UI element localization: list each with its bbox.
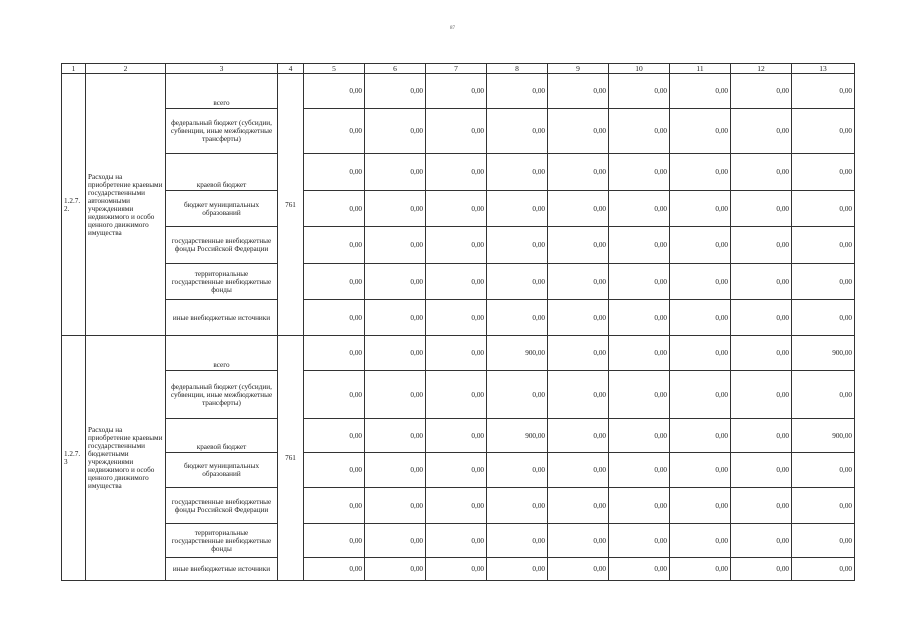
value-cell-col-6: 0,00 [365, 371, 426, 419]
value-cell-col-13: 0,00 [792, 488, 855, 524]
value-cell-col-7: 0,00 [426, 453, 487, 488]
value-cell-col-5: 0,00 [304, 488, 365, 524]
value-cell-col-12: 0,00 [731, 300, 792, 336]
value-cell-col-11: 0,00 [670, 371, 731, 419]
value-cell-col-7: 0,00 [426, 336, 487, 371]
value-cell-col-11: 0,00 [670, 227, 731, 264]
value-cell-col-7: 0,00 [426, 300, 487, 336]
value-cell-col-11: 0,00 [670, 191, 731, 227]
value-cell-col-12: 0,00 [731, 524, 792, 558]
value-cell-col-11: 0,00 [670, 453, 731, 488]
value-cell-col-9: 0,00 [548, 453, 609, 488]
value-cell-col-10: 0,00 [609, 419, 670, 453]
value-cell-col-5: 0,00 [304, 109, 365, 154]
value-cell-col-10: 0,00 [609, 524, 670, 558]
value-cell-col-5: 0,00 [304, 74, 365, 109]
table-row [62, 74, 855, 109]
value-cell-col-5: 0,00 [304, 264, 365, 300]
value-cell-col-5: 0,00 [304, 300, 365, 336]
value-cell-col-6: 0,00 [365, 300, 426, 336]
value-cell-col-12: 0,00 [731, 109, 792, 154]
funding-source: бюджет муниципальных образований [166, 453, 278, 488]
column-header-9: 9 [548, 64, 609, 74]
value-cell-col-7: 0,00 [426, 524, 487, 558]
value-cell-col-5: 0,00 [304, 419, 365, 453]
column-header-12: 12 [731, 64, 792, 74]
value-cell-col-10: 0,00 [609, 336, 670, 371]
value-cell-col-13: 900,00 [792, 336, 855, 371]
value-cell-col-8: 0,00 [487, 453, 548, 488]
value-cell-col-13: 0,00 [792, 109, 855, 154]
funding-source: иные внебюджетные источники [166, 300, 278, 336]
table-row [62, 453, 855, 488]
column-4-value: 761 [278, 336, 304, 581]
value-cell-col-11: 0,00 [670, 264, 731, 300]
value-cell-col-13: 0,00 [792, 558, 855, 581]
value-cell-col-5: 0,00 [304, 558, 365, 581]
value-cell-col-7: 0,00 [426, 371, 487, 419]
column-header-4: 4 [278, 64, 304, 74]
value-cell-col-5: 0,00 [304, 336, 365, 371]
funding-source: всего [166, 336, 278, 371]
table-row [62, 191, 855, 227]
value-cell-col-13: 0,00 [792, 154, 855, 191]
value-cell-col-9: 0,00 [548, 371, 609, 419]
value-cell-col-10: 0,00 [609, 300, 670, 336]
value-cell-col-6: 0,00 [365, 154, 426, 191]
table-row [62, 336, 855, 371]
value-cell-col-8: 0,00 [487, 558, 548, 581]
funding-source: федеральный бюджет (субсидии, субвенции, иные межбюджетные трансферты) [166, 109, 278, 154]
funding-source: краевой бюджет [166, 419, 278, 453]
table-row [62, 524, 855, 558]
value-cell-col-8: 0,00 [487, 264, 548, 300]
value-cell-col-5: 0,00 [304, 191, 365, 227]
value-cell-col-5: 0,00 [304, 524, 365, 558]
value-cell-col-9: 0,00 [548, 558, 609, 581]
table-row [62, 371, 855, 419]
value-cell-col-8: 0,00 [487, 74, 548, 109]
value-cell-col-10: 0,00 [609, 488, 670, 524]
item-description: Расходы на приобретение краевыми государственными автономными учреждениями недвижимого и особо ценного движимого имущества [86, 74, 166, 336]
value-cell-col-12: 0,00 [731, 371, 792, 419]
value-cell-col-7: 0,00 [426, 227, 487, 264]
value-cell-col-9: 0,00 [548, 524, 609, 558]
table-row [62, 227, 855, 264]
value-cell-col-6: 0,00 [365, 558, 426, 581]
table-row [62, 558, 855, 581]
column-number-row [62, 64, 855, 74]
column-header-11: 11 [670, 64, 731, 74]
value-cell-col-10: 0,00 [609, 558, 670, 581]
table-row [62, 419, 855, 453]
value-cell-col-6: 0,00 [365, 191, 426, 227]
value-cell-col-9: 0,00 [548, 488, 609, 524]
value-cell-col-13: 0,00 [792, 300, 855, 336]
table-row [62, 300, 855, 336]
value-cell-col-11: 0,00 [670, 488, 731, 524]
value-cell-col-10: 0,00 [609, 264, 670, 300]
value-cell-col-10: 0,00 [609, 154, 670, 191]
value-cell-col-12: 0,00 [731, 558, 792, 581]
value-cell-col-6: 0,00 [365, 488, 426, 524]
value-cell-col-9: 0,00 [548, 154, 609, 191]
value-cell-col-5: 0,00 [304, 371, 365, 419]
value-cell-col-13: 0,00 [792, 264, 855, 300]
budget-table [61, 63, 855, 581]
table-row [62, 109, 855, 154]
funding-source: всего [166, 74, 278, 109]
value-cell-col-9: 0,00 [548, 264, 609, 300]
value-cell-col-8: 0,00 [487, 191, 548, 227]
value-cell-col-7: 0,00 [426, 558, 487, 581]
value-cell-col-8: 0,00 [487, 371, 548, 419]
table-row [62, 154, 855, 191]
value-cell-col-6: 0,00 [365, 227, 426, 264]
value-cell-col-11: 0,00 [670, 74, 731, 109]
value-cell-col-11: 0,00 [670, 336, 731, 371]
value-cell-col-6: 0,00 [365, 336, 426, 371]
value-cell-col-9: 0,00 [548, 109, 609, 154]
funding-source: краевой бюджет [166, 154, 278, 191]
value-cell-col-6: 0,00 [365, 74, 426, 109]
value-cell-col-6: 0,00 [365, 524, 426, 558]
value-cell-col-12: 0,00 [731, 453, 792, 488]
value-cell-col-7: 0,00 [426, 488, 487, 524]
value-cell-col-9: 0,00 [548, 191, 609, 227]
value-cell-col-7: 0,00 [426, 191, 487, 227]
value-cell-col-9: 0,00 [548, 74, 609, 109]
column-header-6: 6 [365, 64, 426, 74]
value-cell-col-13: 0,00 [792, 191, 855, 227]
column-header-13: 13 [792, 64, 855, 74]
page-number: 87 [450, 26, 455, 31]
value-cell-col-7: 0,00 [426, 264, 487, 300]
column-header-2: 2 [86, 64, 166, 74]
value-cell-col-12: 0,00 [731, 191, 792, 227]
value-cell-col-10: 0,00 [609, 191, 670, 227]
value-cell-col-12: 0,00 [731, 488, 792, 524]
value-cell-col-10: 0,00 [609, 109, 670, 154]
value-cell-col-11: 0,00 [670, 300, 731, 336]
column-header-10: 10 [609, 64, 670, 74]
value-cell-col-9: 0,00 [548, 227, 609, 264]
value-cell-col-11: 0,00 [670, 558, 731, 581]
funding-source: федеральный бюджет (субсидии, субвенции, иные межбюджетные трансферты) [166, 371, 278, 419]
value-cell-col-12: 0,00 [731, 419, 792, 453]
value-cell-col-8: 900,00 [487, 336, 548, 371]
column-header-8: 8 [487, 64, 548, 74]
value-cell-col-11: 0,00 [670, 154, 731, 191]
value-cell-col-8: 0,00 [487, 109, 548, 154]
value-cell-col-5: 0,00 [304, 154, 365, 191]
value-cell-col-6: 0,00 [365, 264, 426, 300]
column-header-1: 1 [62, 64, 86, 74]
funding-source: иные внебюджетные источники [166, 558, 278, 581]
value-cell-col-7: 0,00 [426, 154, 487, 191]
column-header-3: 3 [166, 64, 278, 74]
value-cell-col-6: 0,00 [365, 109, 426, 154]
value-cell-col-9: 0,00 [548, 419, 609, 453]
column-header-7: 7 [426, 64, 487, 74]
funding-source: бюджет муниципальных образований [166, 191, 278, 227]
column-header-5: 5 [304, 64, 365, 74]
value-cell-col-7: 0,00 [426, 74, 487, 109]
value-cell-col-10: 0,00 [609, 74, 670, 109]
value-cell-col-7: 0,00 [426, 109, 487, 154]
funding-source: государственные внебюджетные фонды Российской Федерации [166, 488, 278, 524]
column-4-value: 761 [278, 74, 304, 336]
value-cell-col-11: 0,00 [670, 109, 731, 154]
value-cell-col-10: 0,00 [609, 227, 670, 264]
value-cell-col-8: 0,00 [487, 300, 548, 336]
item-code: 1.2.7. 2. [62, 74, 86, 336]
table-row [62, 488, 855, 524]
item-description: Расходы на приобретение краевыми государственными бюджетными учреждениями недвижимого и особо ценного движимого имущества [86, 336, 166, 581]
value-cell-col-10: 0,00 [609, 371, 670, 419]
value-cell-col-11: 0,00 [670, 524, 731, 558]
value-cell-col-12: 0,00 [731, 74, 792, 109]
value-cell-col-13: 0,00 [792, 453, 855, 488]
value-cell-col-8: 0,00 [487, 524, 548, 558]
funding-source: территориальные государственные внебюджетные фонды [166, 524, 278, 558]
value-cell-col-13: 0,00 [792, 524, 855, 558]
value-cell-col-9: 0,00 [548, 336, 609, 371]
value-cell-col-10: 0,00 [609, 453, 670, 488]
value-cell-col-6: 0,00 [365, 453, 426, 488]
value-cell-col-8: 0,00 [487, 488, 548, 524]
value-cell-col-6: 0,00 [365, 419, 426, 453]
value-cell-col-5: 0,00 [304, 227, 365, 264]
value-cell-col-12: 0,00 [731, 227, 792, 264]
value-cell-col-9: 0,00 [548, 300, 609, 336]
value-cell-col-13: 900,00 [792, 419, 855, 453]
item-code: 1.2.7. 3 [62, 336, 86, 581]
value-cell-col-8: 0,00 [487, 227, 548, 264]
funding-source: территориальные государственные внебюджетные фонды [166, 264, 278, 300]
value-cell-col-8: 0,00 [487, 154, 548, 191]
value-cell-col-13: 0,00 [792, 227, 855, 264]
table-row [62, 264, 855, 300]
value-cell-col-11: 0,00 [670, 419, 731, 453]
value-cell-col-8: 900,00 [487, 419, 548, 453]
value-cell-col-12: 0,00 [731, 336, 792, 371]
value-cell-col-13: 0,00 [792, 74, 855, 109]
table-body [62, 64, 855, 581]
value-cell-col-12: 0,00 [731, 264, 792, 300]
value-cell-col-7: 0,00 [426, 419, 487, 453]
value-cell-col-13: 0,00 [792, 371, 855, 419]
funding-source: государственные внебюджетные фонды Российской Федерации [166, 227, 278, 264]
value-cell-col-5: 0,00 [304, 453, 365, 488]
value-cell-col-12: 0,00 [731, 154, 792, 191]
